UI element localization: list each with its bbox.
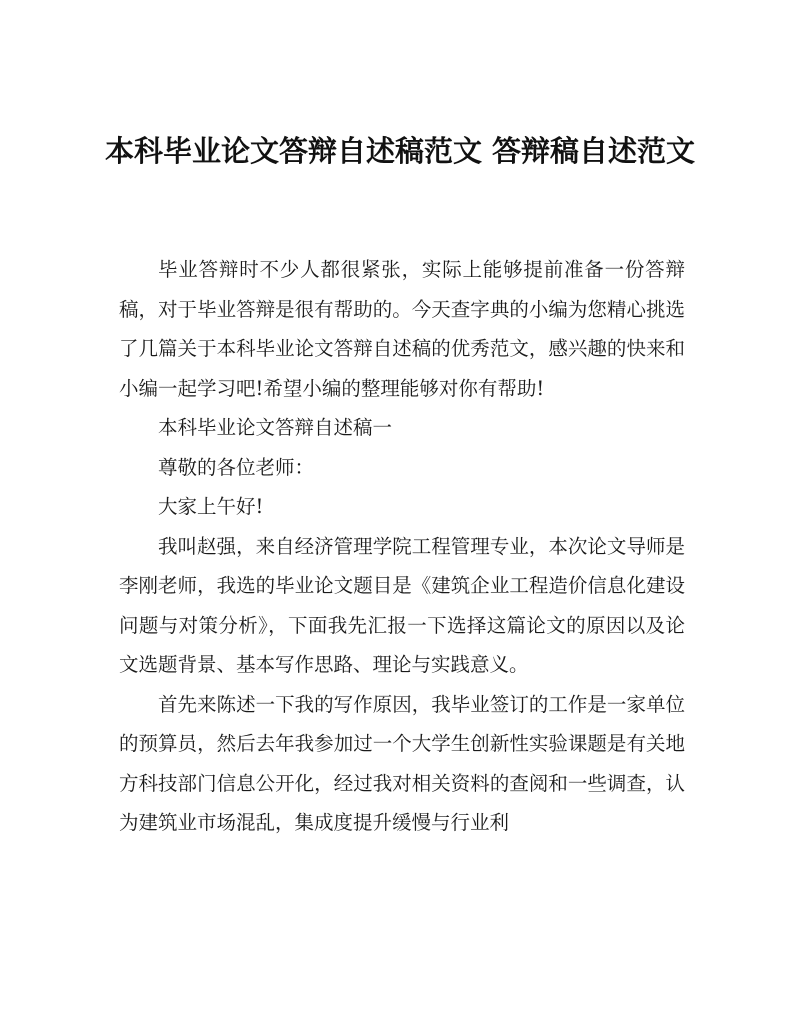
salutation: 尊敬的各位老师： [158,455,315,479]
writing-reason-paragraph: 首先来陈述一下我的写作原因，我毕业签订的工作是一家单位的预算员，然后去年我参加过一个大学生创新性实验课题是有关地方科技部门信息公开化，经过我对相关资料的查阅和一些调查，认为建筑业市场混乱，集成度提升缓慢与行业利 [119,692,685,834]
section-heading: 本科毕业论文答辩自述稿一 [158,416,393,439]
greeting: 大家上午好! [158,495,264,518]
document-title: 本科毕业论文答辩自述稿范文 答辩稿自述范文 [104,134,696,168]
document-body [119,250,685,843]
intro-paragraph: 毕业答辩时不少人都很紧张，实际上能够提前准备一份答辩稿，对于毕业答辩是很有帮助的。今天查字典的小编为您精心挑选了几篇关于本科毕业论文答辩自述稿的优秀范文，感兴趣的快来和小编一起学习吧!希望小编的整理能够对你有帮助! [119,258,685,400]
self-introduction-paragraph: 我叫赵强，来自经济管理学院工程管理专业，本次论文导师是李刚老师，我选的毕业论文题目是《建筑企业工程造价信息化建设问题与对策分析》，下面我先汇报一下选择这篇论文的原因以及论文选题背景、基本写作思路、理论与实践意义。 [119,534,685,676]
